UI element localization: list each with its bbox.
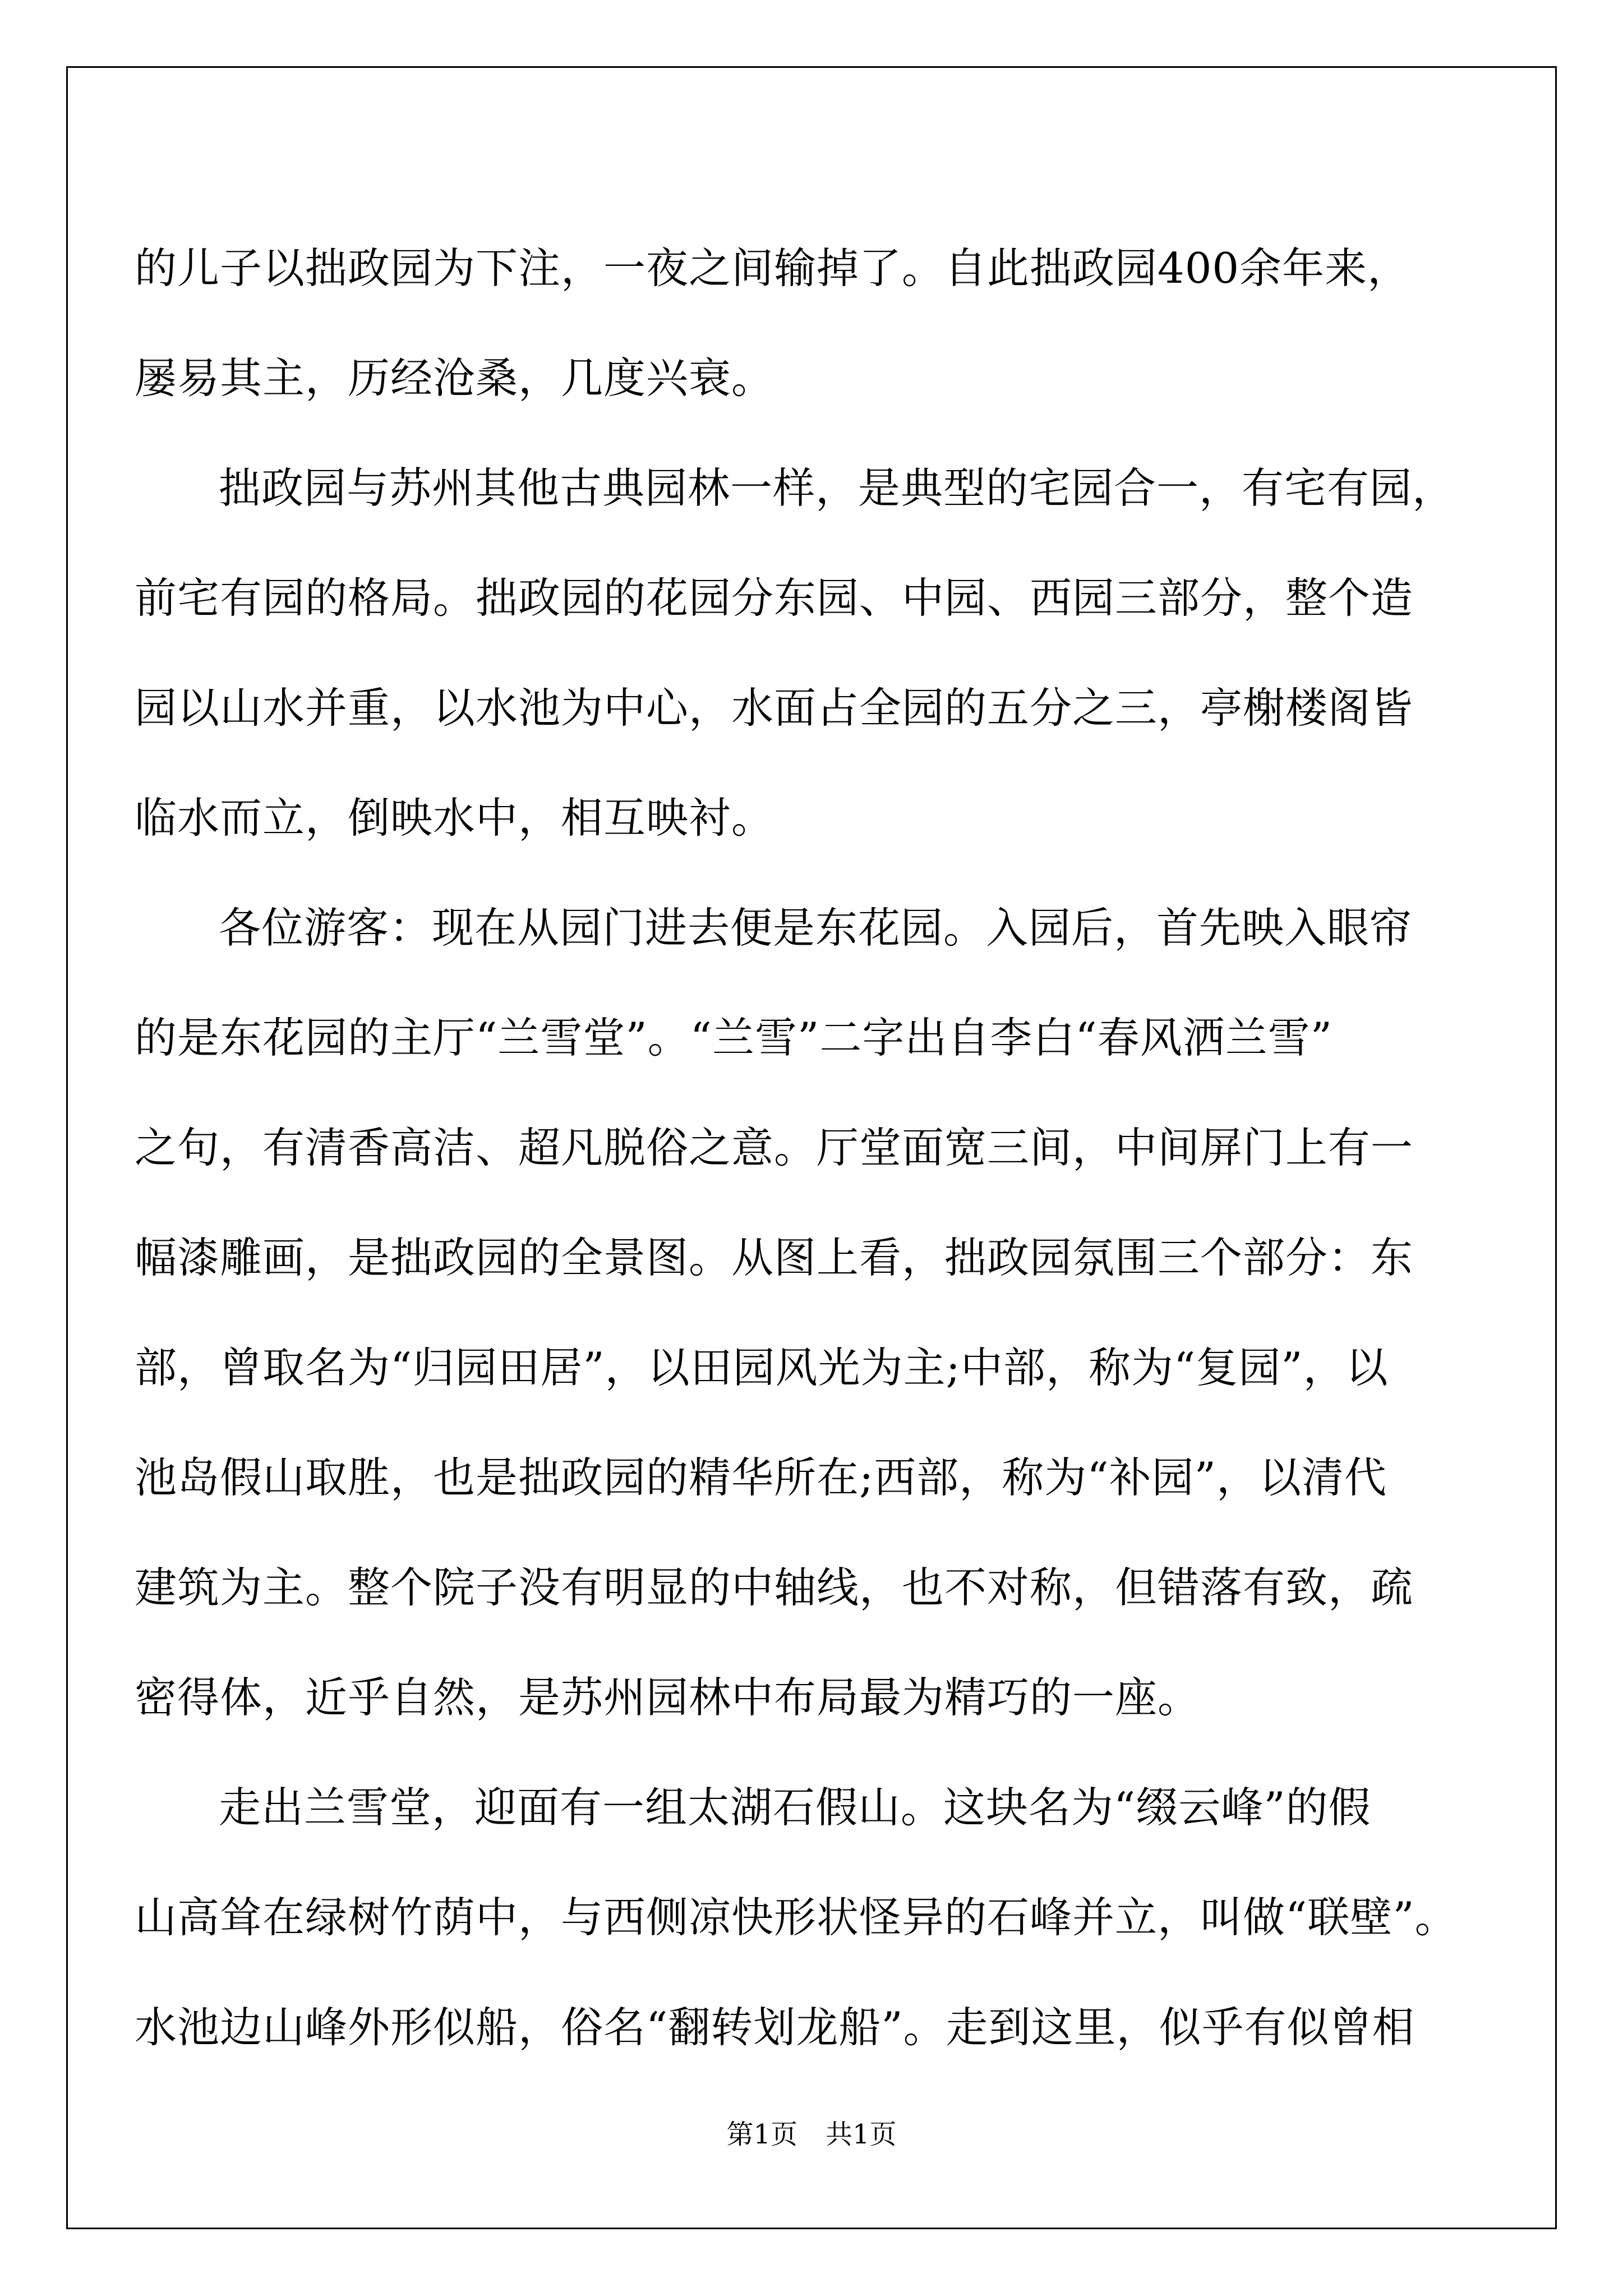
paragraph-2 <box>135 433 1489 873</box>
paragraph-4 <box>135 1752 1489 2064</box>
text-line: 前宅有园的格局。拙政园的花园分东园、中园、西园三部分，整个造 <box>135 573 1414 623</box>
text-line: 园以山水并重，以水池为中心，水面占全园的五分之三，亭榭楼阁皆 <box>135 683 1414 733</box>
text-line: 之句，有清香高洁、超凡脱俗之意。厅堂面宽三间，中间屏门上有一 <box>135 1123 1414 1172</box>
text-line: 水池边山峰外形似船，俗名“翻转划龙船”。走到这里，似乎有似曾相 <box>135 2003 1415 2052</box>
paragraph-1 <box>135 213 1489 433</box>
text-line: 的儿子以拙政园为下注，一夜之间输掉了。自此拙政园400余年来， <box>135 243 1410 293</box>
text-line: 密得体，近乎自然，是苏州园林中布局最为精巧的一座。 <box>135 1673 1201 1722</box>
text-line: 幅漆雕画，是拙政园的全景图。从图上看，拙政园氛围三个部分：东 <box>135 1233 1414 1282</box>
text-line: 临水而立，倒映水中，相互映衬。 <box>135 793 774 843</box>
text-line: 走出兰雪堂，迎面有一组太湖石假山。这块名为“缀云峰”的假 <box>219 1783 1371 1832</box>
page-number: 第1页 <box>726 2119 797 2150</box>
text-line: 屡易其主，历经沧桑，几度兴衰。 <box>135 353 774 403</box>
document-body <box>135 213 1489 2064</box>
page-footer <box>0 2118 1623 2151</box>
text-line: 建筑为主。整个院子没有明显的中轴线，也不对称，但错落有致，疏 <box>135 1563 1414 1612</box>
text-line: 池岛假山取胜，也是拙政园的精华所在;西部，称为“补园”，以清代 <box>135 1453 1387 1502</box>
page-total: 共1页 <box>826 2119 897 2150</box>
text-line: 的是东花园的主厅“兰雪堂”。“兰雪”二字出自李白“春风洒兰雪” <box>135 1013 1333 1062</box>
text-line: 各位游客：现在从园门进去便是东花园。入园后，首先映入眼帘 <box>219 903 1413 953</box>
paragraph-3 <box>135 873 1489 1752</box>
text-line: 部，曾取名为“归园田居”，以田园风光为主;中部，称为“复园”，以 <box>135 1343 1389 1392</box>
text-line: 山高耸在绿树竹荫中，与西侧凉快形状怪异的石峰并立，叫做“联壁”。 <box>135 1893 1458 1942</box>
text-line: 拙政园与苏州其他古典园林一样，是典型的宅园合一，有宅有园， <box>219 463 1455 513</box>
